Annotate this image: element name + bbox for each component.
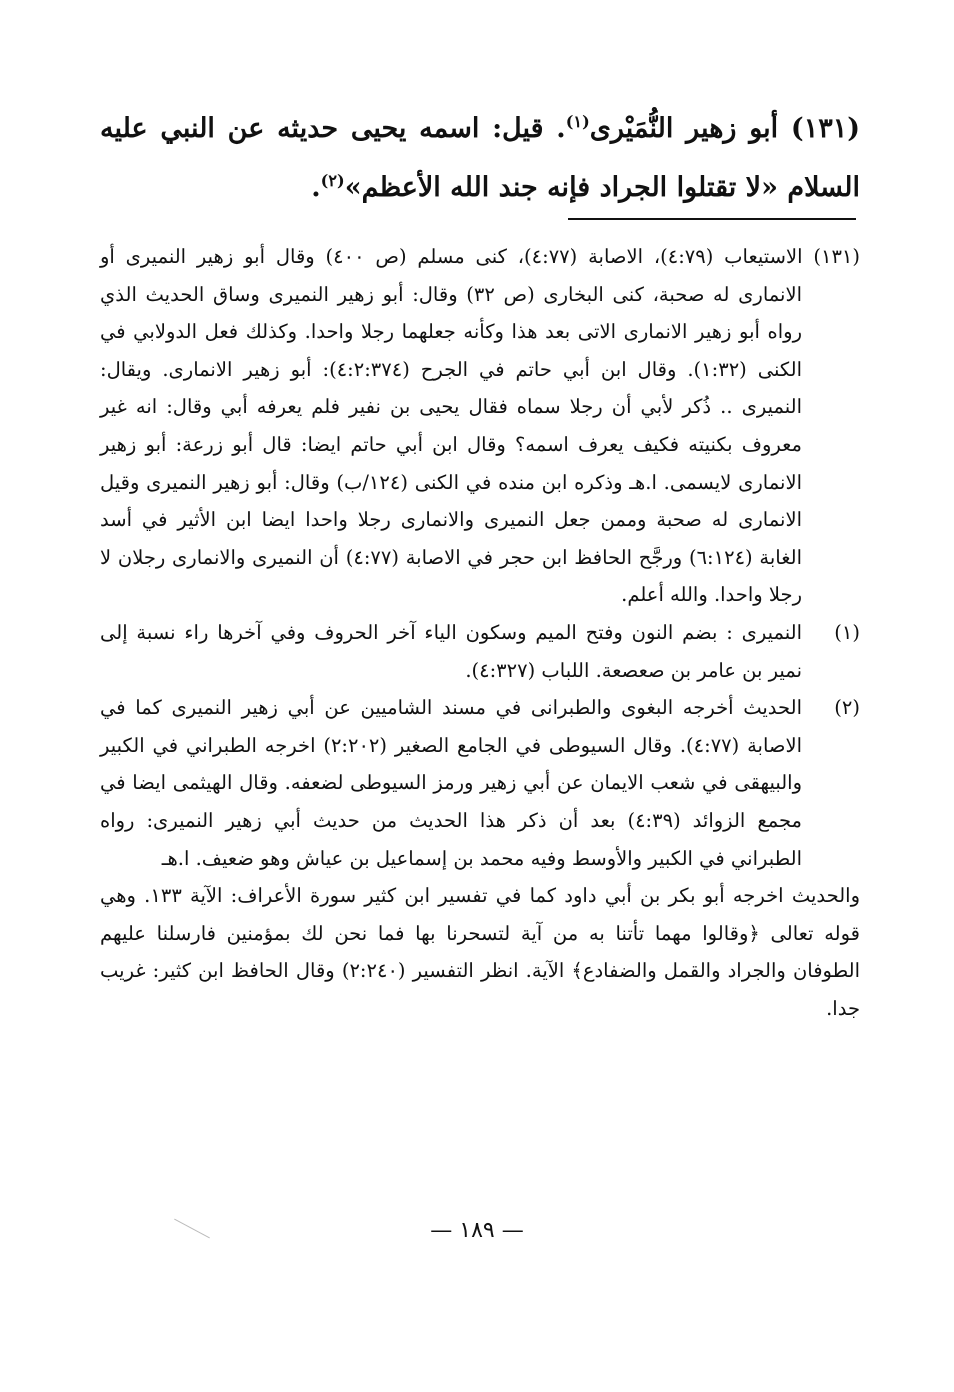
footnote-2-number: (٢) — [834, 696, 860, 720]
entry-131 — [100, 96, 860, 214]
footnote-ref-2: (٢) — [320, 171, 345, 190]
footnote-2 — [100, 689, 860, 877]
footnote-1 — [100, 614, 860, 689]
footnote-1-number: (١) — [834, 620, 860, 644]
footnotes — [100, 238, 860, 1027]
page-number: — ١٨٩ — — [430, 1218, 524, 1243]
footnote-ref-1: (١) — [565, 112, 590, 131]
closing-note: والحديث اخرجه أبو بكر بن أبي داود كما في تفسير ابن كثير سورة الأعراف: الآية ١٣٣. وهي قوله تعالى ﴿وقالوا مهما تأتنا به من آية لتسحرنا بها فما نحن لك بمؤمنين فارسلنا عليهم الطوفان والجراد والقمل والضفادع﴾ الآية. انظر التفسير (٢:٢٤٠) وقال الحافظ ابن كثير: غريب جدا. — [100, 884, 860, 1020]
footnote-2-text: الحديث أخرجه البغوى والطبرانى في مسند الشاميين عن أبي زهير النميرى كما في الاصابة (٤:٧٧). وقال السيوطى في الجامع الصغير (٢:٢٠٢) اخرجه الطبراني في الكبير والبيهقى في شعب الايمان عن أبي زهير ورمز السيوطى لضعفه. وقال الهيثمى ايضا في مجمع الزوائد (٤:٣٩) بعد أن ذكر هذا الحديث من حديث أبي زهير النميرى: رواه الطبراني في الكبير والأوسط وفيه محمد بن إسماعيل بن عياش وهو ضعيف. ا.هـ — [100, 696, 802, 870]
footnote-separator — [568, 218, 856, 220]
entry-body: . قيل: اسمه يحيى حديثه عن النبي عليه السلام «لا تقتلوا الجراد فإنه جند الله الأعظم» — [100, 113, 860, 203]
footnote-1-text: النميرى : بضم النون وفتح الميم وسكون الياء آخر الحروف وفي آخرها راء نسبة إلى نمير بن عامر بن صعصعة. اللباب (٤:٣٢٧). — [100, 620, 802, 682]
main-note: (١٣١) الاستيعاب (٤:٧٩)، الاصابة (٤:٧٧)، كنى مسلم (ص ٤٠٠) وقال أبو زهير النميرى أو الانمارى له صحبة، كنى البخارى (ص ٣٢) وقال: أبو زهير النميرى وساق الحديث الذي رواه أبو زهير الانمارى الاتى بعد هذا وكأنه جعلهما رجلا واحدا. وكذلك فعل الدولابي في الكنى (١:٣٢). وقال ابن أبي حاتم في الجرح (٤:٢:٣٧٤): أبو زهير الانمارى. ويقال: النميرى .. ذُكر لأبي أن رجلا سماه فقال يحيى بن نفير فلم يعرفه أبي وقال: انه غير معروف بكنيته فكيف يعرف اسمه؟ وقال ابن أبي حاتم ايضا: قال أبو زرعة: أبو زهير الانمارى لايسمى. ا.هـ وذكره ابن منده في الكنى (١٢٤/ب) وقال: أبو زهير النميرى وقيل الانمارى له صحبة وممن جعل النميرى والانمارى رجلا واحدا ايضا ابن الأثير في أسد الغابة (٦:١٢٤) ورجَّح الحافظ ابن حجر في الاصابة (٤:٧٧) أن النميرى والانمارى رجلان لا رجلا واحدا. والله أعلم. — [100, 245, 861, 607]
entry-tail: . — [311, 172, 321, 203]
entry-heading: (١٣١) أبو زهير النُّمَيْرى — [589, 113, 860, 144]
